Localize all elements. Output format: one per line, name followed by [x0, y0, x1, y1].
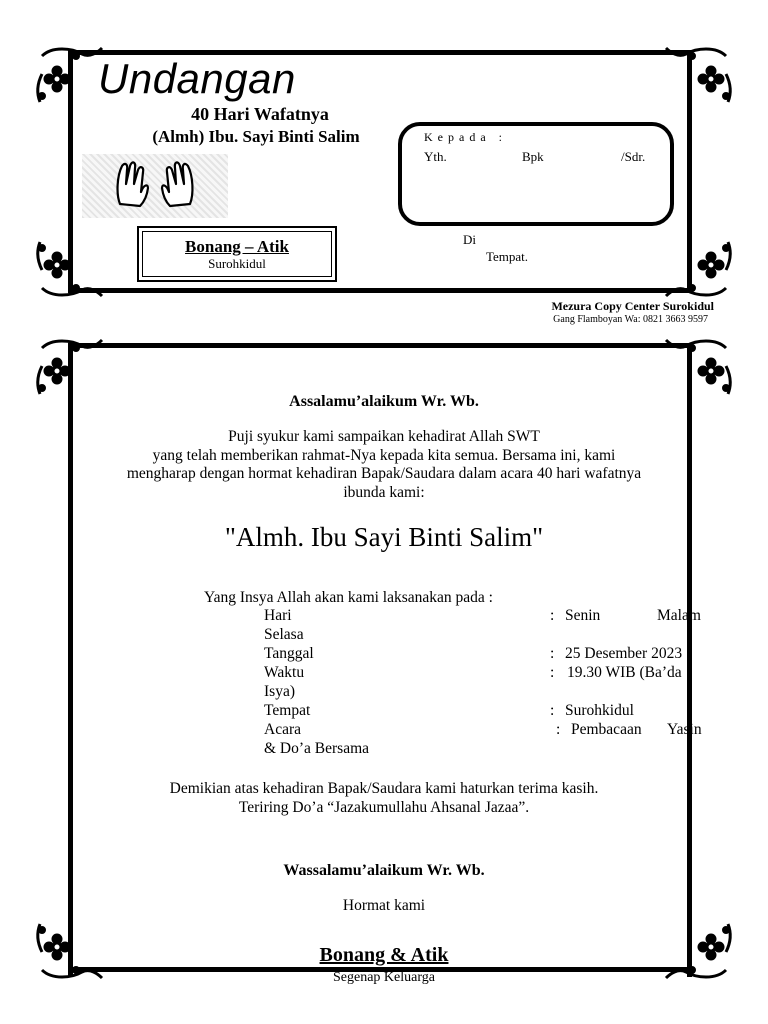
praying-hands-image: [82, 154, 228, 218]
schedule-tanggal-value: 25 Desember 2023: [565, 645, 683, 662]
schedule-colon: :: [550, 664, 555, 681]
closing-paragraph: [50, 779, 718, 817]
invitation-title: Undangan: [98, 55, 296, 102]
cover-subtitle: 40 Hari Wafatnya: [191, 104, 329, 124]
schedule-hari-value-2: Malam: [657, 607, 701, 624]
sender-names: Bonang – Atik: [185, 237, 289, 256]
sender-place: Surohkidul: [208, 256, 266, 271]
schedule-waktu-value: 19.30 WIB (Ba’da: [567, 664, 682, 681]
signature: [84, 944, 684, 967]
schedule-acara-value-2: Yasin: [667, 721, 702, 738]
signature-name: Bonang & Atik: [319, 944, 449, 966]
greeting: Assalamu’alaikum Wr. Wb.: [289, 393, 479, 410]
farewell: Wassalamu’alaikum Wr. Wb.: [283, 862, 485, 879]
paragraph-line: ibunda kami:: [343, 483, 425, 501]
address-kepada: K e p a d a :: [424, 130, 503, 144]
cover-deceased-name: (Almh) Ibu. Sayi Binti Salim: [152, 127, 360, 146]
schedule-tanggal-label: Tanggal: [264, 645, 314, 662]
address-yth: Yth.: [424, 149, 447, 164]
corner-ornament-bottom-left: [32, 234, 108, 302]
schedule-waktu-wrap: Isya): [264, 683, 295, 700]
schedule-hari-wrap: Selasa: [264, 626, 304, 643]
schedule-acara-value: Pembacaan: [571, 721, 642, 738]
printer-address: Gang Flamboyan Wa: 0821 3663 9597: [553, 314, 708, 325]
printer-name: Mezura Copy Center Surokidul: [551, 299, 714, 313]
corner-ornament-top-left: [32, 334, 108, 402]
closing-line: Demikian atas kehadiran Bapak/Saudara kami haturkan terima kasih.: [169, 780, 599, 797]
opening-paragraph: [50, 428, 718, 502]
schedule-intro: Yang Insya Allah akan kami laksanakan pada :: [204, 589, 493, 606]
schedule-tempat-label: Tempat: [264, 702, 311, 719]
corner-ornament-bottom-right: [660, 234, 736, 302]
address-bpk: Bpk: [522, 149, 544, 164]
corner-ornament-top-left: [32, 42, 108, 110]
schedule-hari-label: Hari: [264, 607, 292, 624]
schedule-colon: :: [556, 721, 561, 738]
address-sdr: /Sdr.: [621, 149, 646, 164]
schedule-colon: :: [550, 702, 555, 719]
corner-ornament-top-right: [660, 42, 736, 110]
paragraph-line: Puji syukur kami sampaikan kehadirat Allah SWT: [228, 428, 540, 445]
deceased-name-quote: "Almh. Ibu Sayi Binti Salim": [224, 522, 544, 552]
praying-hands-icon: [82, 154, 228, 218]
address-tempat: Tempat.: [486, 249, 529, 264]
schedule-acara-wrap: & Do’a Bersama: [264, 740, 370, 757]
schedule-waktu-label: Waktu: [264, 664, 305, 681]
paragraph-line: mengharap dengan hormat kehadiran Bapak/Saudara dalam acara 40 hari wafatnya: [126, 465, 642, 482]
corner-ornament-top-right: [660, 334, 736, 402]
schedule-tempat-value: Surohkidul: [565, 702, 634, 719]
family-label: Segenap Keluarga: [333, 970, 435, 985]
address-di: Di: [463, 232, 476, 247]
regards: Hormat kami: [342, 897, 426, 914]
schedule-colon: :: [550, 607, 555, 624]
schedule-colon: :: [550, 645, 555, 662]
sender-box: [137, 226, 337, 282]
closing-line: Teriring Do’a “Jazakumullahu Ahsanal Jazaa”.: [238, 799, 530, 816]
paragraph-line: yang telah memberikan rahmat-Nya kepada kita semua. Bersama ini, kami: [152, 446, 616, 464]
schedule-acara-label: Acara: [264, 721, 301, 738]
schedule-hari-value: Senin: [565, 607, 601, 624]
